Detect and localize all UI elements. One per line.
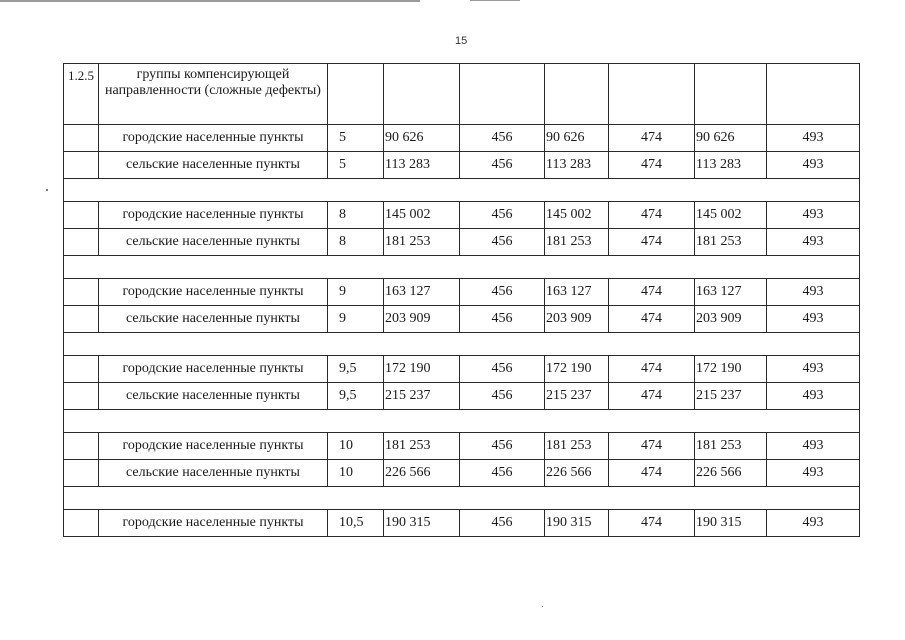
empty-cell xyxy=(460,64,545,125)
empty-cell xyxy=(328,64,384,125)
rates-table xyxy=(63,63,860,537)
value-cell: 113 283 xyxy=(695,152,767,179)
table-row xyxy=(64,125,860,152)
settlement-type-cell: городские населенные пункты xyxy=(99,433,328,460)
table-row xyxy=(64,356,860,383)
value-cell: 190 315 xyxy=(545,510,609,537)
settlement-type-cell: сельские населенные пункты xyxy=(99,383,328,410)
value-cell: 456 xyxy=(460,125,545,152)
settlement-type-cell: городские населенные пункты xyxy=(99,125,328,152)
row-number-cell xyxy=(64,279,99,306)
value-cell: 181 253 xyxy=(695,229,767,256)
separator-cell xyxy=(64,410,860,433)
separator-cell xyxy=(64,333,860,356)
separator-cell xyxy=(64,256,860,279)
scan-speck xyxy=(542,606,543,607)
row-number-cell xyxy=(64,306,99,333)
value-cell: 145 002 xyxy=(695,202,767,229)
empty-cell xyxy=(609,64,695,125)
section-title: группы компенсирующей направленности (сложные дефекты) xyxy=(99,64,328,125)
value-cell: 474 xyxy=(609,433,695,460)
value-cell: 493 xyxy=(767,460,860,487)
value-cell: 215 237 xyxy=(695,383,767,410)
settlement-type-cell: городские населенные пункты xyxy=(99,510,328,537)
value-cell: 226 566 xyxy=(545,460,609,487)
value-cell: 493 xyxy=(767,152,860,179)
value-cell: 113 283 xyxy=(384,152,460,179)
row-number-cell xyxy=(64,460,99,487)
value-cell: 456 xyxy=(460,306,545,333)
settlement-type-cell: городские населенные пункты xyxy=(99,202,328,229)
value-cell: 163 127 xyxy=(695,279,767,306)
value-cell: 493 xyxy=(767,279,860,306)
value-cell: 181 253 xyxy=(695,433,767,460)
settlement-type-cell: городские населенные пункты xyxy=(99,356,328,383)
separator-row xyxy=(64,333,860,356)
value-cell: 113 283 xyxy=(545,152,609,179)
coefficient-cell: 8 xyxy=(328,202,384,229)
value-cell: 456 xyxy=(460,383,545,410)
coefficient-cell: 5 xyxy=(328,152,384,179)
table-row xyxy=(64,229,860,256)
value-cell: 493 xyxy=(767,356,860,383)
value-cell: 456 xyxy=(460,460,545,487)
separator-cell xyxy=(64,179,860,202)
value-cell: 456 xyxy=(460,229,545,256)
value-cell: 190 315 xyxy=(384,510,460,537)
value-cell: 90 626 xyxy=(384,125,460,152)
value-cell: 456 xyxy=(460,433,545,460)
value-cell: 493 xyxy=(767,202,860,229)
settlement-type-cell: сельские населенные пункты xyxy=(99,229,328,256)
value-cell: 493 xyxy=(767,229,860,256)
row-number-cell xyxy=(64,356,99,383)
coefficient-cell: 8 xyxy=(328,229,384,256)
value-cell: 203 909 xyxy=(695,306,767,333)
value-cell: 181 253 xyxy=(545,229,609,256)
separator-row xyxy=(64,487,860,510)
value-cell: 203 909 xyxy=(384,306,460,333)
coefficient-cell: 5 xyxy=(328,125,384,152)
coefficient-cell: 9,5 xyxy=(328,356,384,383)
value-cell: 456 xyxy=(460,279,545,306)
empty-cell xyxy=(767,64,860,125)
value-cell: 474 xyxy=(609,356,695,383)
value-cell: 181 253 xyxy=(384,433,460,460)
row-number-cell xyxy=(64,152,99,179)
value-cell: 163 127 xyxy=(384,279,460,306)
value-cell: 181 253 xyxy=(545,433,609,460)
value-cell: 172 190 xyxy=(695,356,767,383)
value-cell: 190 315 xyxy=(695,510,767,537)
scan-top-edge-line xyxy=(0,0,420,2)
table-row xyxy=(64,460,860,487)
table-row xyxy=(64,383,860,410)
value-cell: 474 xyxy=(609,152,695,179)
row-number-cell xyxy=(64,383,99,410)
value-cell: 474 xyxy=(609,383,695,410)
value-cell: 456 xyxy=(460,510,545,537)
value-cell: 493 xyxy=(767,383,860,410)
scan-speck xyxy=(46,189,48,191)
row-number-cell xyxy=(64,229,99,256)
table-row xyxy=(64,306,860,333)
table-row xyxy=(64,152,860,179)
value-cell: 226 566 xyxy=(384,460,460,487)
settlement-type-cell: сельские населенные пункты xyxy=(99,152,328,179)
value-cell: 493 xyxy=(767,306,860,333)
value-cell: 474 xyxy=(609,279,695,306)
separator-cell xyxy=(64,487,860,510)
value-cell: 90 626 xyxy=(695,125,767,152)
value-cell: 474 xyxy=(609,229,695,256)
value-cell: 172 190 xyxy=(384,356,460,383)
value-cell: 456 xyxy=(460,202,545,229)
separator-row xyxy=(64,256,860,279)
table-row xyxy=(64,433,860,460)
separator-row xyxy=(64,410,860,433)
value-cell: 90 626 xyxy=(545,125,609,152)
coefficient-cell: 9,5 xyxy=(328,383,384,410)
settlement-type-cell: городские населенные пункты xyxy=(99,279,328,306)
value-cell: 203 909 xyxy=(545,306,609,333)
value-cell: 215 237 xyxy=(545,383,609,410)
table-row xyxy=(64,510,860,537)
section-number: 1.2.5 xyxy=(64,64,99,125)
table-row xyxy=(64,202,860,229)
page-number: 15 xyxy=(455,35,468,47)
row-number-cell xyxy=(64,510,99,537)
coefficient-cell: 9 xyxy=(328,279,384,306)
coefficient-cell: 10 xyxy=(328,460,384,487)
value-cell: 163 127 xyxy=(545,279,609,306)
section-header-row xyxy=(64,64,860,125)
value-cell: 493 xyxy=(767,510,860,537)
value-cell: 181 253 xyxy=(384,229,460,256)
empty-cell xyxy=(545,64,609,125)
empty-cell xyxy=(695,64,767,125)
value-cell: 474 xyxy=(609,125,695,152)
coefficient-cell: 9 xyxy=(328,306,384,333)
value-cell: 215 237 xyxy=(384,383,460,410)
row-number-cell xyxy=(64,202,99,229)
value-cell: 474 xyxy=(609,460,695,487)
row-number-cell xyxy=(64,433,99,460)
value-cell: 493 xyxy=(767,125,860,152)
value-cell: 474 xyxy=(609,202,695,229)
scan-top-edge-line xyxy=(470,0,520,1)
value-cell: 456 xyxy=(460,152,545,179)
settlement-type-cell: сельские населенные пункты xyxy=(99,306,328,333)
value-cell: 145 002 xyxy=(545,202,609,229)
value-cell: 456 xyxy=(460,356,545,383)
value-cell: 172 190 xyxy=(545,356,609,383)
settlement-type-cell: сельские населенные пункты xyxy=(99,460,328,487)
value-cell: 474 xyxy=(609,510,695,537)
value-cell: 493 xyxy=(767,433,860,460)
coefficient-cell: 10 xyxy=(328,433,384,460)
empty-cell xyxy=(384,64,460,125)
coefficient-cell: 10,5 xyxy=(328,510,384,537)
table-row xyxy=(64,279,860,306)
value-cell: 474 xyxy=(609,306,695,333)
separator-row xyxy=(64,179,860,202)
value-cell: 226 566 xyxy=(695,460,767,487)
row-number-cell xyxy=(64,125,99,152)
value-cell: 145 002 xyxy=(384,202,460,229)
